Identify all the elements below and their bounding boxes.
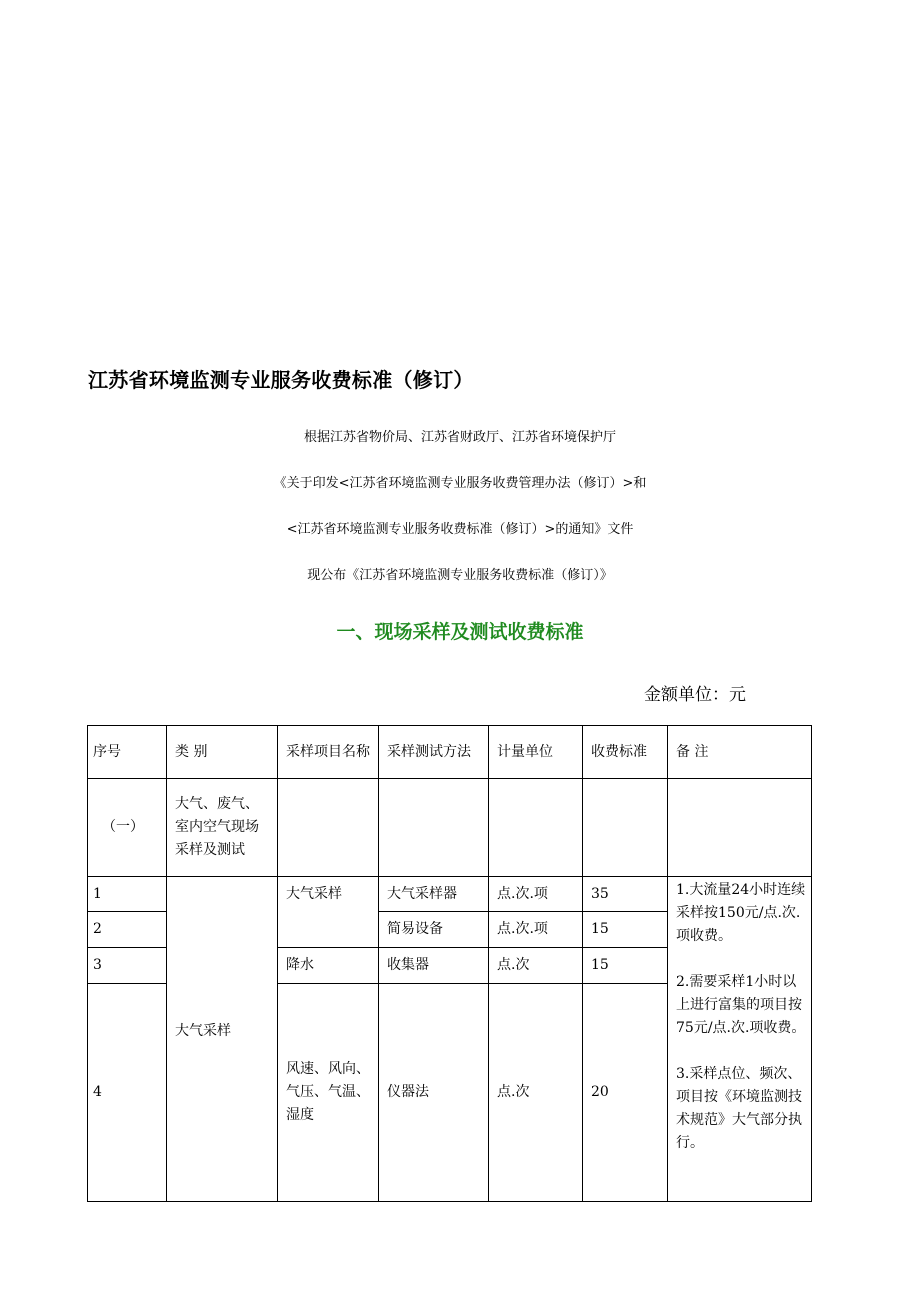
intro-line-1: 根据江苏省物价局、江苏省财政厅、江苏省环境保护厅 [303,430,616,445]
category-seq: （一） [88,779,167,877]
empty-cell [668,779,812,877]
intro-line-4: 现公布《江苏省环境监测专业服务收费标准（修订）》 [307,568,613,583]
row-method: 收集器 [379,948,489,984]
note-1: 1.大流量24小时连续采样按150元/点.次.项收费。 [676,882,806,944]
table-header-row [88,726,812,779]
row-seq: 3 [88,948,167,984]
amount-unit-label: 金额单位：元 [644,685,746,705]
header-notes: 备 注 [668,726,812,779]
row-item: 降水 [278,948,379,984]
row-method: 大气采样器 [379,877,489,912]
empty-cell [379,779,489,877]
row-unit: 点.次.项 [489,912,583,948]
note-2: 2.需要采样1小时以上进行富集的项目按75元/点.次.项收费。 [676,974,806,1036]
empty-cell [583,779,668,877]
intro-line-2: 《关于印发<江苏省环境监测专业服务收费管理办法（修订）>和 [273,476,647,491]
row-seq: 2 [88,912,167,948]
category-row [88,779,812,877]
category-name: 大气、废气、室内空气现场采样及测试 [167,779,278,877]
row-fee: 35 [583,877,668,912]
header-seq: 序号 [88,726,167,779]
row-unit: 点.次.项 [489,877,583,912]
row-unit: 点.次 [489,948,583,984]
row-fee: 15 [583,912,668,948]
note-3: 3.采样点位、频次、项目按《环境监测技术规范》大气部分执行。 [676,1066,802,1151]
row-seq: 4 [88,984,167,1202]
section-title: 一、现场采样及测试收费标准 [336,621,584,643]
header-method: 采样测试方法 [379,726,489,779]
header-fee: 收费标准 [583,726,668,779]
row-fee: 15 [583,948,668,984]
row-item: 大气采样 [278,877,379,948]
row-unit: 点.次 [489,984,583,1202]
row-method: 简易设备 [379,912,489,948]
empty-cell [278,779,379,877]
group-category [167,877,278,1202]
row-item: 风速、风向、气压、气温、湿度 [278,984,379,1202]
table-row [88,877,812,912]
document-title: 江苏省环境监测专业服务收费标准（修订） [88,368,474,392]
row-method: 仪器法 [379,984,489,1202]
group-category-label: 大气采样 [175,1022,231,1039]
fee-table [87,725,812,1202]
notes-cell [668,877,812,1202]
header-unit: 计量单位 [489,726,583,779]
row-seq: 1 [88,877,167,912]
header-category: 类 别 [167,726,278,779]
empty-cell [489,779,583,877]
intro-line-3: <江苏省环境监测专业服务收费标准（修订）>的通知》文件 [286,522,634,537]
header-item: 采样项目名称 [278,726,379,779]
row-fee: 20 [583,984,668,1202]
